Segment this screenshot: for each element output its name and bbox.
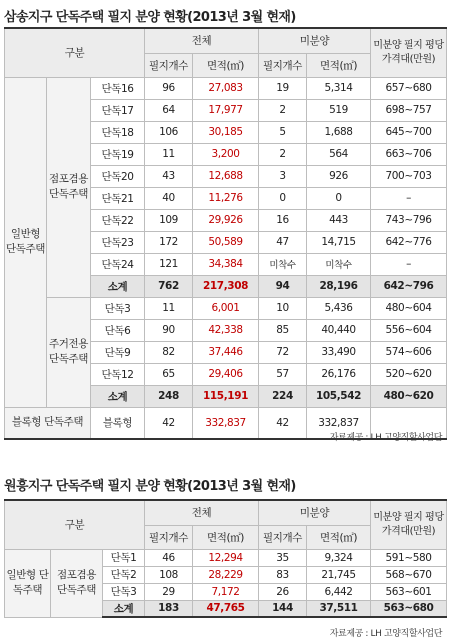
cell-total-area: 50,589 [193, 231, 259, 253]
table-row [5, 77, 447, 99]
row-name: 단독3 [103, 583, 145, 600]
cell-total-area: 29,926 [193, 209, 259, 231]
cell-unsold-area: 332,837 [307, 407, 371, 439]
group-residential: 주거전용 단독주택 [47, 297, 91, 407]
group-shop-mixed: 점포겸용 단독주택 [51, 549, 103, 617]
cell-total-area: 28,229 [193, 566, 259, 583]
header-category: 구분 [5, 500, 145, 549]
cell-unsold-price: 645~700 [371, 121, 447, 143]
cell-total-area: 11,276 [193, 187, 259, 209]
cell-unsold-lots: 2 [259, 143, 307, 165]
cell-total-lots: 90 [145, 319, 193, 341]
cell-unsold-price: 574~606 [371, 341, 447, 363]
cell-unsold-lots: 94 [259, 275, 307, 297]
cell-total-lots: 183 [145, 600, 193, 617]
header-unsold-lots: 필지개수 [259, 525, 307, 549]
cell-unsold-lots: 72 [259, 341, 307, 363]
cell-total-area: 30,185 [193, 121, 259, 143]
cell-unsold-area: 9,324 [307, 549, 371, 566]
header-total: 전체 [145, 28, 259, 53]
row-name: 단독22 [91, 209, 145, 231]
table2-title: 원흥지구 단독주택 필지 분양 현황(2013년 3월 현재) [4, 479, 296, 494]
cell-unsold-area: 0 [307, 187, 371, 209]
row-name: 단독17 [91, 99, 145, 121]
cell-unsold-price: 480~620 [371, 385, 447, 407]
cell-unsold-area: 105,542 [307, 385, 371, 407]
cell-unsold-area: 14,715 [307, 231, 371, 253]
row-name: 단독24 [91, 253, 145, 275]
cell-total-lots: 109 [145, 209, 193, 231]
header-total-area: 면적(㎡) [193, 525, 259, 549]
cell-unsold-lots: 85 [259, 319, 307, 341]
cell-unsold-price: 556~604 [371, 319, 447, 341]
cell-total-area: 47,765 [193, 600, 259, 617]
row-name: 단독3 [91, 297, 145, 319]
samsong-lot-table [4, 27, 447, 440]
cell-unsold-price: 520~620 [371, 363, 447, 385]
cell-unsold-area: 6,442 [307, 583, 371, 600]
header-total-area: 면적(㎡) [193, 53, 259, 77]
cell-unsold-area: 5,314 [307, 77, 371, 99]
row-name: 단독20 [91, 165, 145, 187]
header-unsold-area: 면적(㎡) [307, 525, 371, 549]
cell-total-lots: 64 [145, 99, 193, 121]
cell-unsold-area: 1,688 [307, 121, 371, 143]
cell-total-lots: 11 [145, 143, 193, 165]
cell-unsold-price: 743~796 [371, 209, 447, 231]
group-shop-mixed: 점포겸용 단독주택 [47, 77, 91, 297]
cell-total-lots: 106 [145, 121, 193, 143]
cell-unsold-area: 519 [307, 99, 371, 121]
header-unsold-lots: 필지개수 [259, 53, 307, 77]
cell-unsold-lots: 0 [259, 187, 307, 209]
row-name: 단독12 [91, 363, 145, 385]
cell-unsold-lots: 224 [259, 385, 307, 407]
cell-total-area: 217,308 [193, 275, 259, 297]
cell-unsold-lots: 미착수 [259, 253, 307, 275]
cell-unsold-lots: 5 [259, 121, 307, 143]
cell-unsold-price: 700~703 [371, 165, 447, 187]
cell-unsold-price: 657~680 [371, 77, 447, 99]
cell-unsold-price: 663~706 [371, 143, 447, 165]
cell-total-area: 42,338 [193, 319, 259, 341]
cell-total-lots: 172 [145, 231, 193, 253]
cell-total-lots: 82 [145, 341, 193, 363]
cell-unsold-price: 480~604 [371, 297, 447, 319]
table1-title: 삼송지구 단독주택 필지 분양 현황(2013년 3월 현재) [4, 10, 296, 25]
table-row [5, 549, 447, 566]
header-unsold-price: 미분양 필지 평당 가격대(만원) [371, 500, 447, 549]
header-category: 구분 [5, 28, 145, 77]
cell-total-lots: 43 [145, 165, 193, 187]
cell-unsold-price: – [371, 253, 447, 275]
cell-total-area: 6,001 [193, 297, 259, 319]
row-name: 단독21 [91, 187, 145, 209]
cell-unsold-lots: 144 [259, 600, 307, 617]
cell-total-lots: 96 [145, 77, 193, 99]
cell-total-area: 12,688 [193, 165, 259, 187]
cell-unsold-lots: 83 [259, 566, 307, 583]
wonheung-lot-table [4, 499, 447, 618]
row-name: 단독16 [91, 77, 145, 99]
cell-unsold-price: 642~796 [371, 275, 447, 297]
cell-unsold-area: 926 [307, 165, 371, 187]
row-name: 단독9 [91, 341, 145, 363]
cell-total-area: 332,837 [193, 407, 259, 439]
cell-unsold-lots: 57 [259, 363, 307, 385]
header-unsold: 미분양 [259, 500, 371, 525]
cell-unsold-price: 698~757 [371, 99, 447, 121]
cell-unsold-lots: 35 [259, 549, 307, 566]
cell-total-area: 34,384 [193, 253, 259, 275]
row-name: 단독19 [91, 143, 145, 165]
cell-unsold-price: 568~670 [371, 566, 447, 583]
cell-total-lots: 65 [145, 363, 193, 385]
row-name: 블록형 [91, 407, 145, 439]
cell-unsold-area: 28,196 [307, 275, 371, 297]
cell-unsold-price: 563~680 [371, 600, 447, 617]
table2-source: 자료제공 : LH 고양직할사업단 [329, 629, 442, 639]
cell-unsold-area: 564 [307, 143, 371, 165]
cell-unsold-area: 40,440 [307, 319, 371, 341]
header-unsold-area: 면적(㎡) [307, 53, 371, 77]
cell-total-area: 12,294 [193, 549, 259, 566]
cell-unsold-area: 443 [307, 209, 371, 231]
header-unsold: 미분양 [259, 28, 371, 53]
row-name: 단독18 [91, 121, 145, 143]
cell-total-area: 29,406 [193, 363, 259, 385]
cell-unsold-area: 26,176 [307, 363, 371, 385]
header-total-lots: 필지개수 [145, 525, 193, 549]
cell-unsold-area: 미착수 [307, 253, 371, 275]
cell-total-lots: 248 [145, 385, 193, 407]
cell-unsold-lots: 3 [259, 165, 307, 187]
cell-unsold-price: – [371, 187, 447, 209]
row-name: 단독6 [91, 319, 145, 341]
group-general: 일반형 단독주택 [5, 77, 47, 407]
cell-unsold-price: 642~776 [371, 231, 447, 253]
header-total: 전체 [145, 500, 259, 525]
cell-total-lots: 42 [145, 407, 193, 439]
cell-total-area: 3,200 [193, 143, 259, 165]
cell-unsold-area: 37,511 [307, 600, 371, 617]
cell-unsold-lots: 26 [259, 583, 307, 600]
cell-total-lots: 29 [145, 583, 193, 600]
cell-total-area: 115,191 [193, 385, 259, 407]
group-block: 블록형 단독주택 [5, 407, 91, 439]
row-name: 단독23 [91, 231, 145, 253]
row-name: 소계 [103, 600, 145, 617]
cell-unsold-lots: 19 [259, 77, 307, 99]
table1-source: 자료제공 : LH 고양직할사업단 [329, 433, 442, 443]
cell-unsold-price: 563~601 [371, 583, 447, 600]
cell-unsold-area: 5,436 [307, 297, 371, 319]
cell-total-area: 37,446 [193, 341, 259, 363]
cell-unsold-lots: 47 [259, 231, 307, 253]
header-total-lots: 필지개수 [145, 53, 193, 77]
cell-unsold-area: 21,745 [307, 566, 371, 583]
cell-total-lots: 121 [145, 253, 193, 275]
cell-unsold-lots: 16 [259, 209, 307, 231]
table-row [5, 297, 447, 319]
cell-unsold-price: 591~580 [371, 549, 447, 566]
header-unsold-price: 미분양 필지 평당 가격대(만원) [371, 28, 447, 77]
cell-total-lots: 46 [145, 549, 193, 566]
cell-unsold-lots: 2 [259, 99, 307, 121]
row-name: 단독1 [103, 549, 145, 566]
cell-total-lots: 40 [145, 187, 193, 209]
cell-total-lots: 762 [145, 275, 193, 297]
row-name: 단독2 [103, 566, 145, 583]
cell-total-lots: 11 [145, 297, 193, 319]
group-general: 일반형 단독주택 [5, 549, 51, 617]
row-name: 소계 [91, 385, 145, 407]
cell-unsold-lots: 42 [259, 407, 307, 439]
cell-total-lots: 108 [145, 566, 193, 583]
cell-total-area: 7,172 [193, 583, 259, 600]
cell-unsold-lots: 10 [259, 297, 307, 319]
cell-total-area: 27,083 [193, 77, 259, 99]
cell-total-area: 17,977 [193, 99, 259, 121]
cell-unsold-area: 33,490 [307, 341, 371, 363]
row-name: 소계 [91, 275, 145, 297]
